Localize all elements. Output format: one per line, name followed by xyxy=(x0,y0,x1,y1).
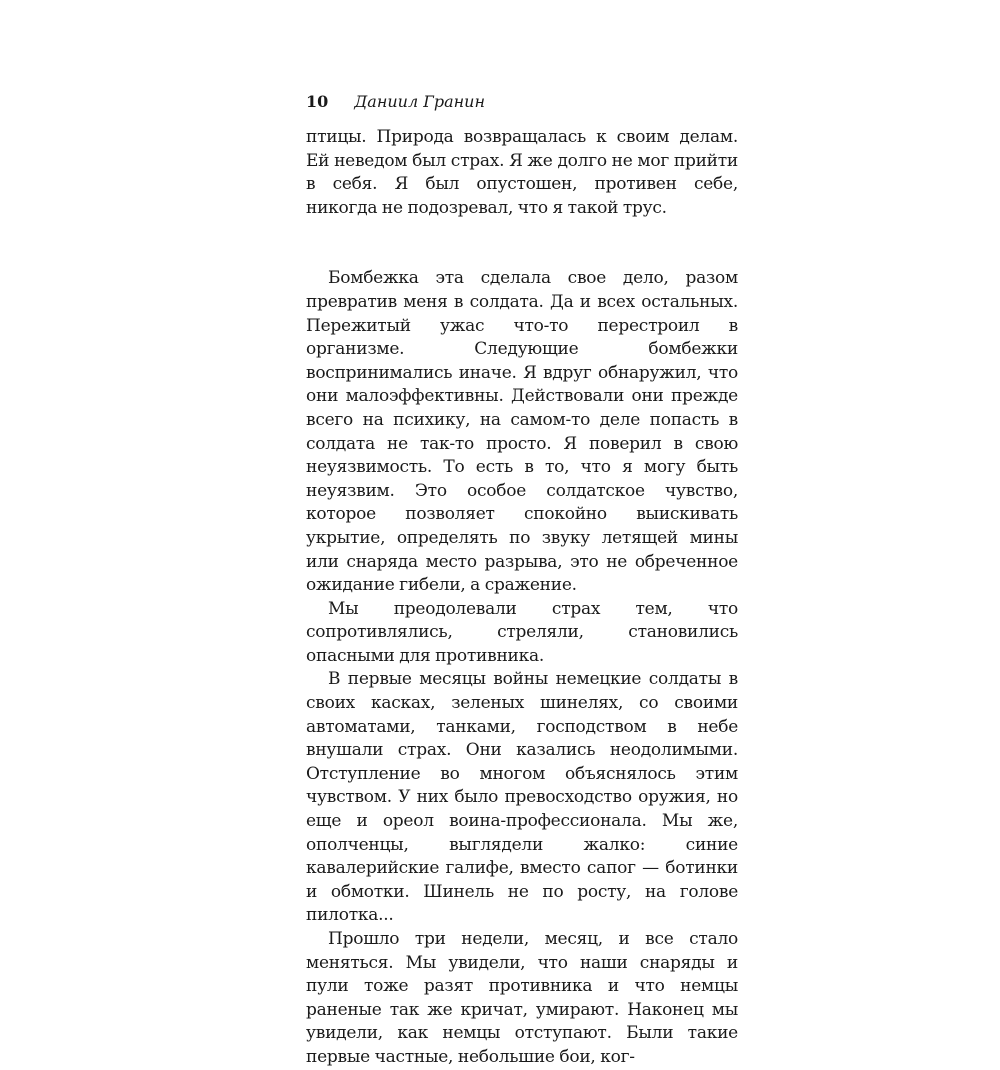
author-name: Даниил Гранин xyxy=(354,92,485,111)
paragraph: Прошло три недели, месяц, и все стало меняться. Мы увидели, что наши снаряды и пули тоже разят противника и что немцы раненые так же кричат, умирают. Наконец мы увидели, как немцы отступают. Были такие первые частные, небольшие бои, ког- xyxy=(306,929,738,1067)
paragraph: Мы преодолевали страх тем, что сопротивлялись, стреляли, становились опасными для противника. xyxy=(306,598,738,666)
paragraph-continuation: птицы. Природа возвращалась к своим делам. Ей неведом был страх. Я же долго не мог прийти в себя. Я был опустошен, противен себе, никогда не подозревал, что я такой трус. xyxy=(306,127,738,218)
body-text xyxy=(306,126,738,1070)
running-head xyxy=(306,92,738,118)
section-break xyxy=(306,220,738,267)
book-page xyxy=(306,92,738,1070)
paragraph: В первые месяцы войны немецкие солдаты в своих касках, зеленых шинелях, со своими автоматами, танками, господством в небе внушали страх. Они казались неодолимыми. Отступление во многом объяснялось этим чувством. У них было превосходство оружия, но еще и ореол воина-профессионала. Мы же, ополченцы, выглядели жалко: синие кавалерийские галифе, вместо сапог — ботинки и обмотки. Шинель не по росту, на голове пилотка... xyxy=(306,669,738,926)
paragraph: Бомбежка эта сделала свое дело, разом превратив меня в солдата. Да и всех остальных. Пережитый ужас что-то перестроил в организме. Следующие бомбежки воспринимались иначе. Я вдруг обнаружил, что они малоэффективны. Действовали они прежде всего на психику, на самом-то деле попасть в солдата не так-то просто. Я поверил в свою неуязвимость. То есть в то, что я могу быть неуязвим. Это особое солдатское чувство, которое позволяет спокойно выискивать укрытие, определять по звуку летящей мины или снаряда место разрыва, это не обреченное ожидание гибели, а сражение. xyxy=(306,268,738,596)
page-number: 10 xyxy=(306,92,329,111)
